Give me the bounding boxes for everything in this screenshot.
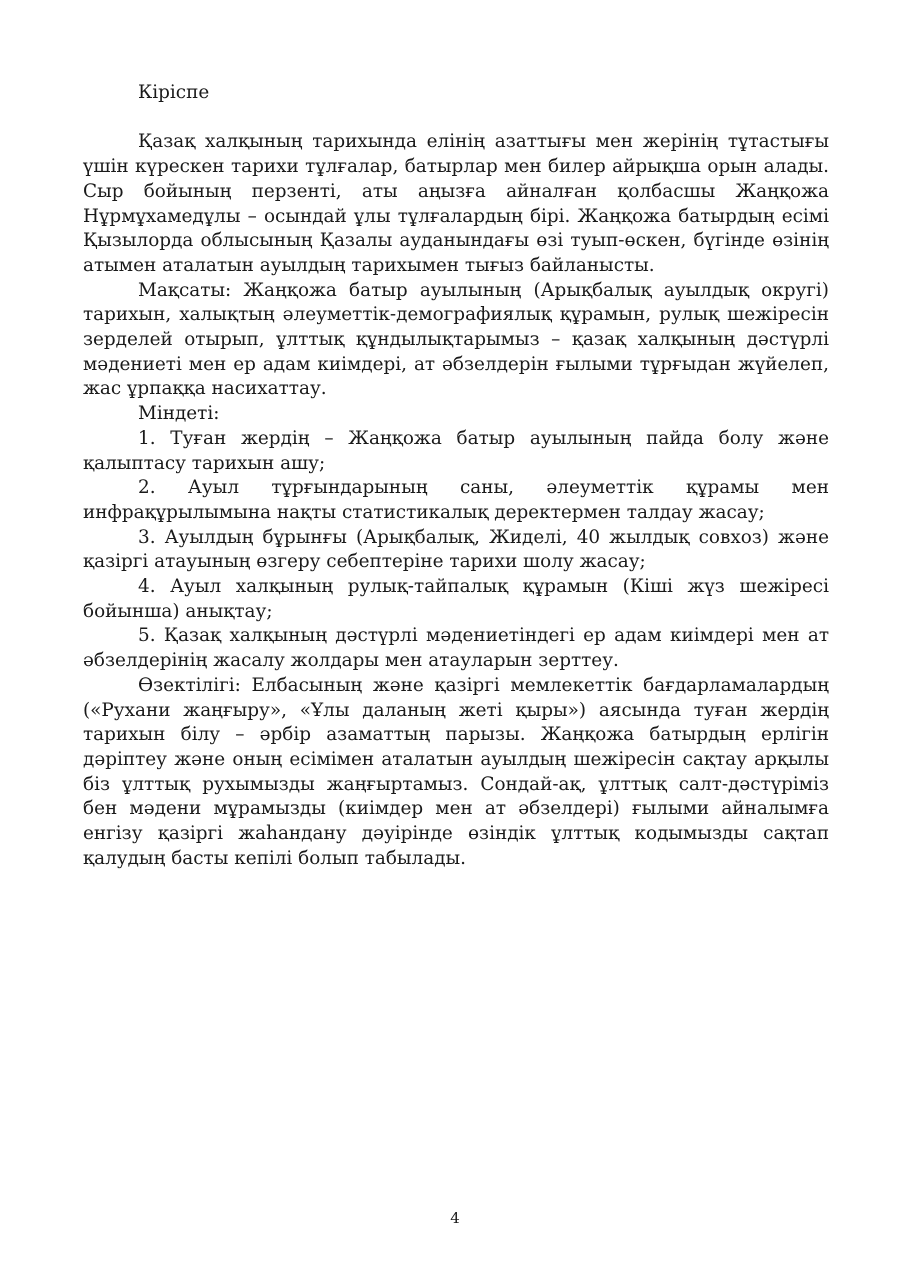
paragraph-task-1: 1. Туған жердің – Жаңқожа батыр ауылының пайда болу және қалыптасу тарихын ашу; <box>83 427 829 474</box>
paragraph-tasks-label: Міндеті: <box>138 403 220 425</box>
heading-spacer <box>83 106 829 131</box>
paragraph-introduction: Қазақ халқының тарихында елінің азаттығы мен жерінің тұтастығы үшін күрескен тарихи тұлғалар, батырлар мен билер айрықша орын алады. Сыр бойының перзенті, аты аңызға айналған қолбасшы Жаңқожа Нұрмұхамедұлы – осындай ұлы тұлғалардың бірі. Жаңқожа батырдың есімі Қызылорда облысының Қазалы ауданындағы өзі туып-өскен, бүгінде өзінің атымен аталатын ауылдың тарихымен тығыз байланысты. <box>83 131 829 276</box>
paragraph-task-4: 4. Ауыл халқының рулық-тайпалық құрамын (Кіші жүз шежіресі бойынша) анықтау; <box>83 576 829 622</box>
paragraph-task-2: 2. Ауыл тұрғындарының саны, әлеуметтік құрамы мен инфрақұрылымына нақты статистикалық деректермен талдау жасау; <box>83 477 829 523</box>
page-number: 4 <box>450 1209 460 1227</box>
paragraph-task-5: 5. Қазақ халқының дәстүрлі мәдениетіндегі ер адам киімдері мен ат әбзелдерінің жасалу жолдары мен атауларын зерттеу. <box>83 625 829 672</box>
paragraph-goal: Мақсаты: Жаңқожа батыр ауылының (Арықбалық ауылдық округі) тарихын, халықтың әлеуметтік-демографиялық құрамын, рулық шежіресін зерделей отырып, ұлттық құндылықтарымыз – қазақ халқының дәстүрлі мәдениеті мен ер адам киімдері, ат әбзелдерін ғылыми тұрғыдан жүйелеп, жас ұрпаққа насихаттау. <box>83 279 829 400</box>
paragraph-task-3: 3. Ауылдың бұрынғы (Арықбалық, Жиделі, 40 жылдық совхоз) және қазіргі атауының өзгеру себептеріне тарихи шолу жасау; <box>83 526 829 573</box>
paragraph-relevance: Өзектілігі: Елбасының және қазіргі мемлекеттік бағдарламалардың («Рухани жаңғыру», «Ұлы даланың жеті қыры») аясында туған жердің тарихын білу – әрбір азаматтың парызы. Жаңқожа батырдың ерлігін дәріптеу және оның есімімен аталатын ауылдың шежіресін сақтау арқылы біз ұлттық рухымызды жаңғыртамыз. Сондай-ақ, ұлттық салт-дәстүріміз бен мәдени мұрамызды (киімдер мен ат әбзелдері) ғылыми айналымға енгізу қазіргі жаһандану дәуірінде өзіндік ұлттық кодымызды сақтап қалудың басты кепілі болып табылады. <box>83 674 829 869</box>
document-body <box>83 81 829 871</box>
section-heading: Кіріспе <box>138 82 210 103</box>
